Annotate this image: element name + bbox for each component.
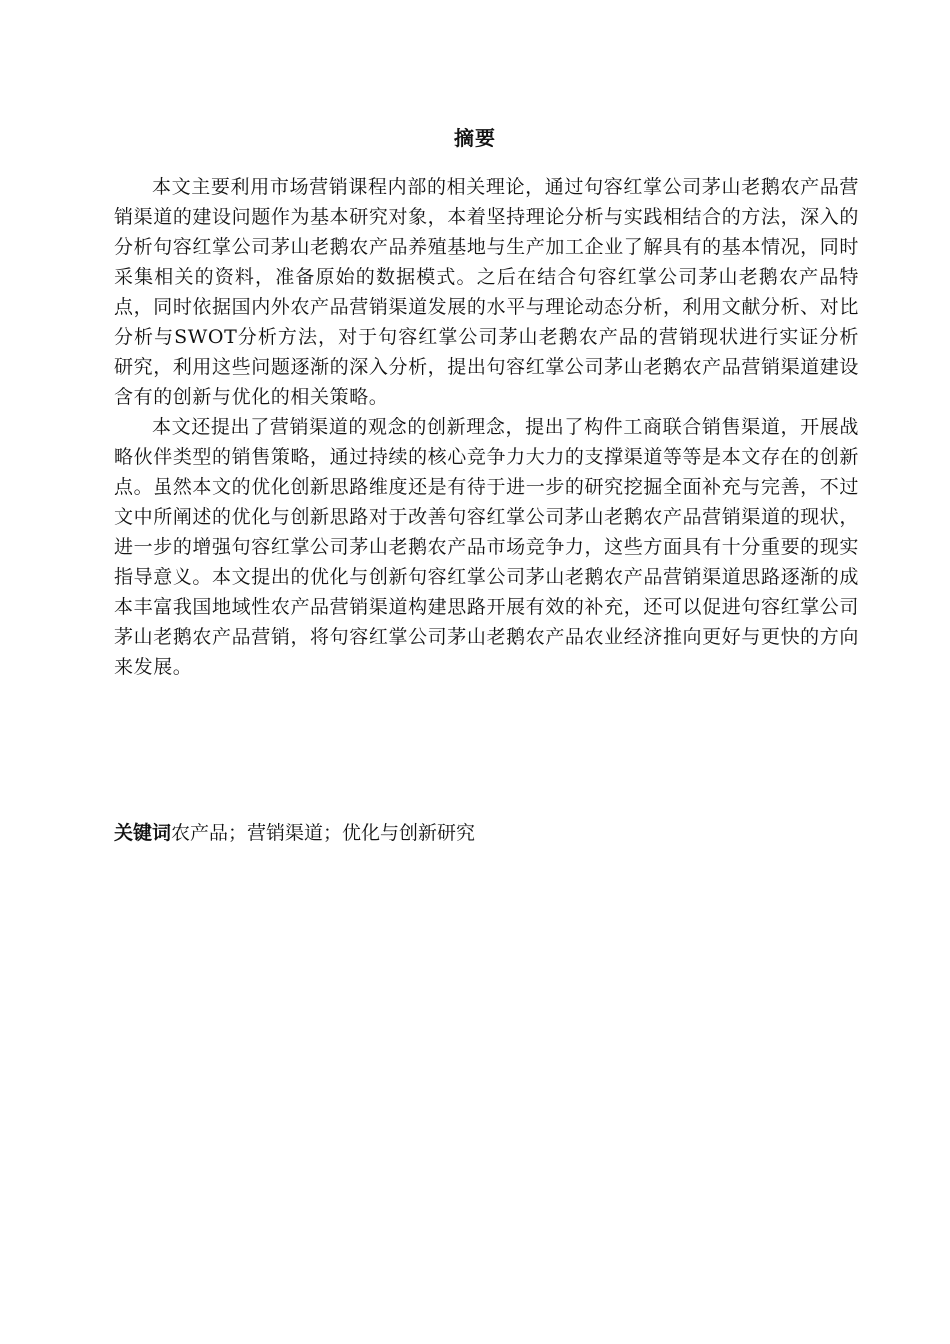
abstract-paragraph-2: 本文还提出了营销渠道的观念的创新理念，提出了构件工商联合销售渠道，开展战略伙伴类型的销售策略，通过持续的核心竞争力大力的支撑渠道等等是本文存在的创新点。虽然本文的优化创新思路维度还是有待于进一步的研究挖掘全面补充与完善，不过文中所阐述的优化与创新思路对于改善句容红掌公司茅山老鹅农产品营销渠道的现状，进一步的增强句容红掌公司茅山老鹅农产品市场竞争力，这些方面具有十分重要的现实指导意义。本文提出的优化与创新句容红掌公司茅山老鹅农产品营销渠道思路逐渐的成本丰富我国地域性农产品营销渠道构建思路开展有效的补充，还可以促进句容红掌公司茅山老鹅农产品营销，将句容红掌公司茅山老鹅农产品农业经济推向更好与更快的方向来发展。 xyxy=(114,416,859,678)
keywords-label: 关键词 xyxy=(114,822,172,844)
abstract-title: 摘要 xyxy=(454,126,496,150)
keywords-value: 农产品；营销渠道；优化与创新研究 xyxy=(171,822,476,844)
abstract-body xyxy=(114,172,859,682)
keywords-line xyxy=(114,818,859,848)
abstract-paragraph-1: 本文主要利用市场营销课程内部的相关理论，通过句容红掌公司茅山老鹅农产品营销渠道的建设问题作为基本研究对象，本着坚持理论分析与实践相结合的方法，深入的分析句容红掌公司茅山老鹅农产品养殖基地与生产加工企业了解具有的基本情况，同时采集相关的资料，准备原始的数据模式。之后在结合句容红掌公司茅山老鹅农产品特点，同时依据国内外农产品营销渠道发展的水平与理论动态分析，利用文献分析、对比分析与SWOT分析方法，对于句容红掌公司茅山老鹅农产品的营销现状进行实证分析研究，利用这些问题逐渐的深入分析，提出句容红掌公司茅山老鹅农产品营销渠道建设含有的创新与优化的相关策略。 xyxy=(114,176,859,408)
